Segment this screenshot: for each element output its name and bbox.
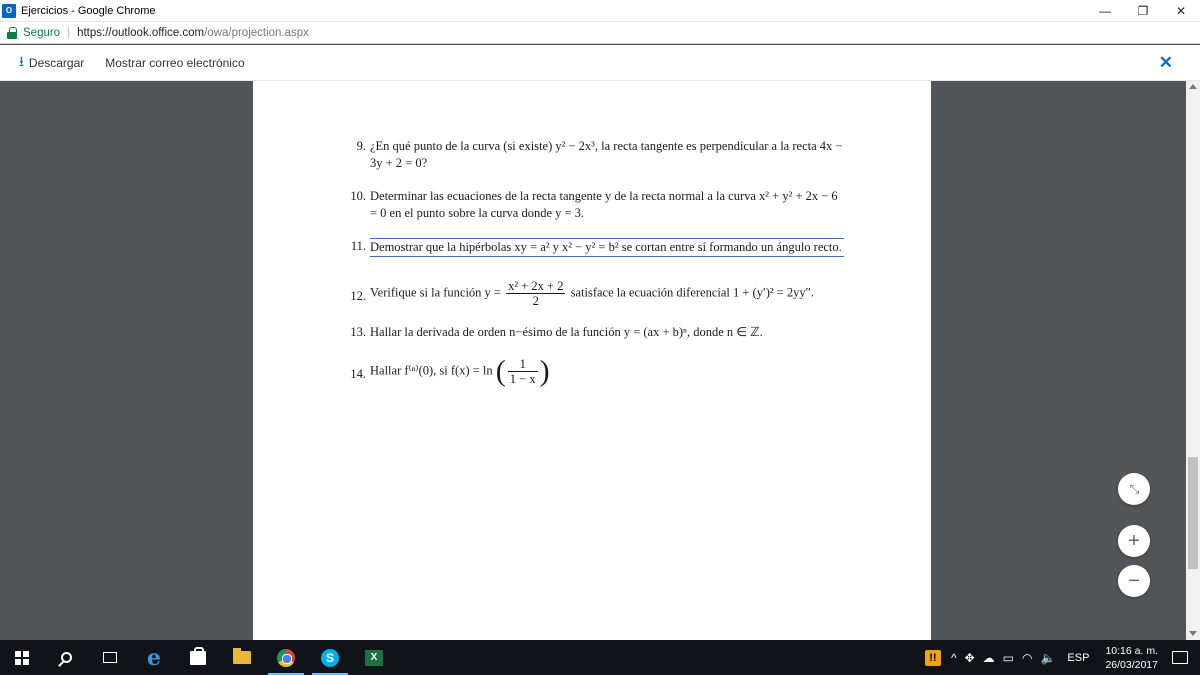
lock-icon[interactable]	[7, 27, 17, 39]
minimize-button[interactable]: —	[1099, 4, 1111, 18]
warning-badge-icon[interactable]: !!	[925, 650, 941, 666]
search-icon	[61, 652, 72, 663]
file-explorer-taskbar-button[interactable]	[220, 640, 264, 675]
url-separator: |	[67, 26, 71, 39]
window-title: Ejercicios - Google Chrome	[21, 4, 156, 17]
fraction-numerator: x² + 2x + 2	[508, 279, 564, 293]
problem-14	[344, 354, 844, 388]
problem-text	[370, 279, 844, 308]
chrome-taskbar-button[interactable]	[264, 640, 308, 675]
window-titlebar	[0, 0, 1200, 22]
url-origin[interactable]: https://outlook.office.com	[77, 26, 205, 39]
url-path[interactable]: /owa/projection.aspx	[204, 26, 309, 39]
clock-date: 26/03/2017	[1105, 658, 1158, 671]
problem-text-after: satisface la ecuación diferencial 1 + (y′)² = 2yy″.	[570, 285, 814, 300]
volume-icon[interactable]: 🔈	[1040, 650, 1056, 665]
problem-11	[344, 238, 844, 257]
fraction-denominator: 1 − x	[509, 372, 536, 386]
close-preview-icon[interactable]: ✕	[1158, 53, 1173, 72]
window-controls	[1086, 0, 1200, 22]
start-button[interactable]	[0, 640, 44, 675]
download-button[interactable]: Descargar	[28, 55, 85, 70]
problem-text-before: Hallar f⁽ⁿ⁾(0), si f(x) = ln	[370, 363, 493, 378]
dropbox-icon[interactable]: ✥	[964, 650, 975, 665]
problem-number: 13.	[350, 325, 366, 339]
problem-text: Hallar la derivada de orden n−ésimo de la función y = (ax + b)ⁿ, donde n ∈ ℤ.	[370, 325, 763, 339]
clock-time: 10:16 a. m.	[1105, 644, 1158, 657]
fraction-numerator: 1	[508, 357, 538, 372]
document-viewer[interactable]	[0, 81, 1186, 640]
skype-icon: S	[321, 649, 339, 667]
search-button[interactable]	[44, 640, 88, 675]
fraction	[506, 279, 565, 308]
problem-text-before: Verifique si la función y =	[370, 285, 501, 300]
problem-list	[344, 138, 844, 402]
download-icon[interactable]: ⭳	[19, 52, 24, 69]
clock[interactable]	[1105, 644, 1158, 672]
chrome-icon	[277, 649, 295, 667]
problem-10	[344, 188, 844, 222]
windows-logo-icon	[15, 651, 29, 665]
problem-text	[370, 354, 844, 388]
problem-text: ¿En qué punto de la curva (si existe) y² − 2x³, la recta tangente es perpendicular a la recta 4x − 3y + 2 = 0?	[370, 139, 843, 170]
wifi-icon[interactable]: ◠	[1021, 650, 1033, 665]
scroll-up-arrow-icon[interactable]	[1189, 84, 1197, 89]
problem-number: 9.	[356, 139, 366, 153]
restore-button[interactable]: ❐	[1137, 4, 1149, 18]
battery-icon[interactable]: ▭	[1002, 650, 1014, 665]
language-indicator[interactable]: ESP	[1067, 651, 1090, 664]
excel-icon: X	[365, 650, 383, 666]
problem-text-highlighted[interactable]: Demostrar que la hipérbolas xy = a² y x² − y² = b² se cortan entre sí formando un ángulo recto.	[370, 238, 844, 257]
task-view-icon	[103, 652, 117, 663]
fit-page-button[interactable]: ⤡	[1118, 473, 1150, 505]
problem-number: 14.	[350, 367, 366, 381]
address-bar[interactable]	[0, 22, 1200, 44]
problem-12	[344, 279, 844, 308]
show-email-button[interactable]: Mostrar correo electrónico	[105, 55, 245, 70]
task-view-button[interactable]	[88, 640, 132, 675]
document-page	[253, 81, 931, 640]
action-center-icon[interactable]	[1172, 651, 1188, 664]
close-window-button[interactable]: ✕	[1175, 4, 1187, 18]
edge-icon: e	[147, 644, 161, 671]
left-paren: (	[495, 354, 506, 388]
problem-9	[344, 138, 844, 172]
problem-number: 10.	[350, 189, 366, 203]
onedrive-cloud-icon[interactable]: ☁	[982, 650, 995, 665]
fraction	[508, 357, 538, 386]
problem-number: 11.	[350, 239, 366, 253]
skype-taskbar-button[interactable]	[308, 640, 352, 675]
store-icon	[190, 651, 206, 665]
fraction-denominator: 2	[532, 294, 539, 308]
problem-13	[344, 324, 844, 341]
windows-taskbar	[0, 640, 1200, 675]
right-paren: )	[539, 354, 550, 388]
vertical-scrollbar[interactable]	[1186, 81, 1200, 640]
system-tray	[925, 640, 1200, 675]
edge-taskbar-button[interactable]	[132, 640, 176, 675]
secure-label[interactable]: Seguro	[23, 26, 61, 39]
zoom-in-button[interactable]: +	[1118, 525, 1150, 557]
problem-number: 12.	[350, 289, 366, 303]
show-hidden-icons-chevron-icon[interactable]: ^	[950, 650, 957, 665]
attachment-toolbar	[0, 45, 1200, 81]
scrollbar-thumb[interactable]	[1188, 457, 1198, 569]
excel-taskbar-button[interactable]	[352, 640, 396, 675]
problem-text: Determinar las ecuaciones de la recta tangente y de la recta normal a la curva x² + y² + 2x − 6 = 0 en el punto sobre la curva donde y = 3.	[370, 189, 838, 220]
store-taskbar-button[interactable]	[176, 640, 220, 675]
scroll-down-arrow-icon[interactable]	[1189, 631, 1197, 636]
outlook-app-icon: O	[2, 4, 16, 18]
folder-icon	[233, 651, 251, 664]
zoom-out-button[interactable]: −	[1118, 565, 1150, 597]
